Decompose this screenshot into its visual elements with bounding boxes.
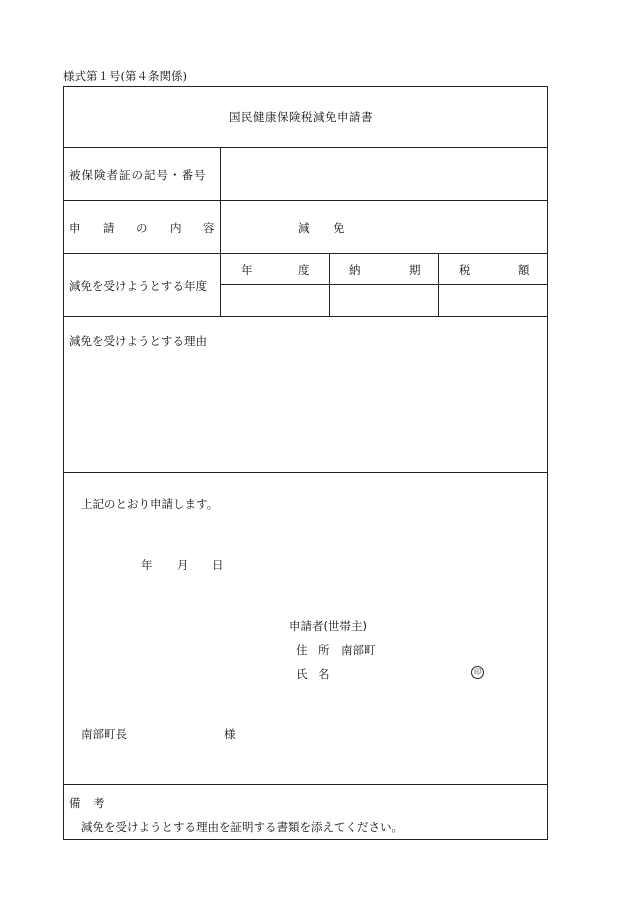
request-label-1: 申 [69, 221, 81, 235]
date-month-label: 月 [177, 558, 189, 572]
rule [63, 253, 548, 254]
header-nouki-1: 納 [349, 263, 361, 277]
request-label-2: 請 [103, 221, 115, 235]
year-label: 減免を受けようとする年度 [69, 279, 207, 293]
request-value-2: 免 [333, 221, 345, 235]
date-year-label: 年 [141, 558, 153, 572]
insurance-card-label: 被保険者証の記号・番号 [69, 168, 207, 182]
header-nouki-2: 期 [409, 263, 421, 277]
header-zeigaku-1: 税 [459, 263, 471, 277]
notes-label-1: 備 [69, 796, 81, 810]
declaration-statement: 上記のとおり申請します。 [81, 497, 219, 511]
request-label-4: 内 [170, 221, 182, 235]
reason-field[interactable] [65, 352, 546, 470]
rule [220, 147, 221, 316]
address-label-1: 住 [296, 643, 308, 657]
rule [63, 316, 548, 317]
header-nendo-1: 年 [241, 263, 253, 277]
header-zeigaku-2: 額 [518, 263, 530, 277]
request-label-5: 容 [203, 221, 215, 235]
request-label-3: の [136, 221, 148, 235]
address-value: 南部町 [341, 643, 376, 657]
notes-text: 減免を受けようとする理由を証明する書類を添えてください。 [81, 820, 403, 834]
rule [220, 284, 548, 285]
seal-mark: 印 [471, 666, 484, 679]
name-label-1: 氏 [296, 667, 308, 681]
address-label-2: 所 [318, 643, 330, 657]
notes-label-2: 考 [93, 796, 105, 810]
name-label-2: 名 [318, 667, 330, 681]
form-title: 国民健康保険税減免申請書 [229, 110, 373, 124]
due-date-field[interactable] [331, 286, 437, 315]
rule [63, 784, 548, 785]
addressee: 南部町長 [81, 727, 127, 741]
form-id: 様式第１号(第４条関係) [63, 69, 187, 83]
rule [329, 253, 330, 316]
applicant-label: 申請者(世帯主) [289, 619, 367, 633]
rule [63, 472, 548, 473]
honorific: 様 [224, 727, 236, 741]
tax-amount-field[interactable] [440, 286, 546, 315]
rule [63, 200, 548, 201]
year-field[interactable] [222, 286, 328, 315]
rule [438, 253, 439, 316]
date-day-label: 日 [212, 558, 224, 572]
request-value-1: 減 [298, 221, 310, 235]
insurance-card-field[interactable] [222, 149, 546, 198]
header-nendo-2: 度 [298, 263, 310, 277]
rule [63, 147, 548, 148]
reason-label: 減免を受けようとする理由 [69, 334, 207, 348]
